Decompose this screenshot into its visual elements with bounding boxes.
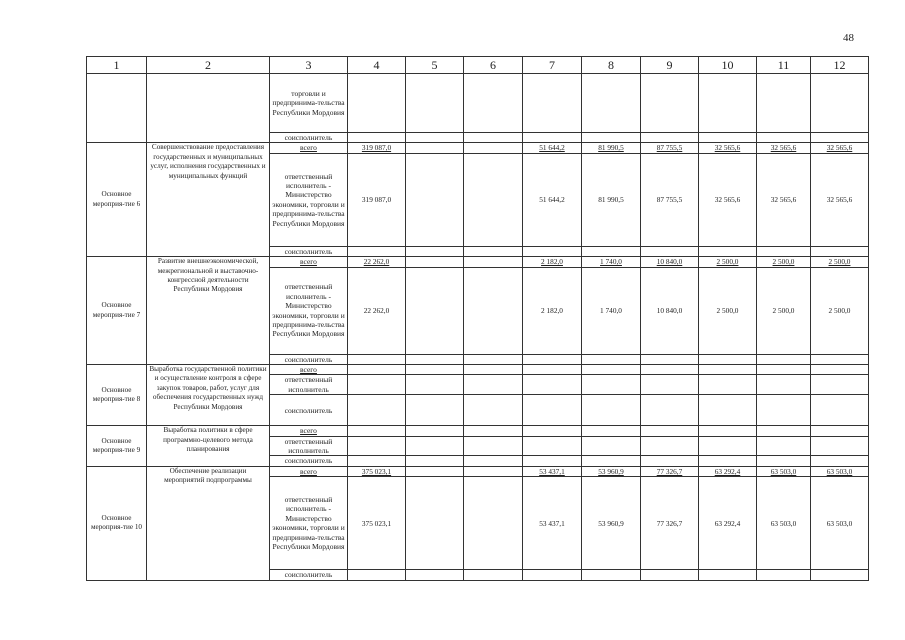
empty-cell [348,133,406,143]
empty-cell [757,74,811,133]
value-cell: 81 990,5 [582,153,641,246]
empty-cell [582,426,641,436]
empty-cell [641,354,699,364]
value-cell: 53 437,1 [523,477,582,570]
empty-cell [582,365,641,375]
value-cell: 2 500,0 [699,267,757,354]
empty-cell [523,395,582,426]
empty-cell [348,365,406,375]
event-name-cell: Основное мероприя-тие 7 [87,257,147,365]
empty-cell [582,375,641,395]
value-cell: 53 960,9 [582,477,641,570]
value-cell: 32 565,6 [811,153,869,246]
page-number: 48 [843,32,854,44]
empty-cell [582,436,641,456]
empty-cell [699,354,757,364]
value-cell: 10 840,0 [641,257,699,267]
event-description-cell: Развитие внешнеэкономической, межрегиональной и выставочно-конгрессной деятельности Республики Мордовия [147,257,270,365]
empty-cell [523,354,582,364]
empty-cell [699,395,757,426]
value-cell: 87 755,5 [641,153,699,246]
event-name-cell: Основное мероприя-тие 6 [87,143,147,257]
total-label-cell: всего [270,365,348,375]
empty-cell [464,246,523,256]
empty-cell [582,395,641,426]
value-cell: 63 292,4 [699,466,757,476]
empty-cell [464,153,523,246]
column-header: 9 [641,57,699,74]
value-cell: 32 565,6 [757,153,811,246]
co-executor-cell: соисполнитель [270,133,348,143]
value-cell: 63 503,0 [757,477,811,570]
empty-cell [811,375,869,395]
event-name-cell [87,74,147,143]
empty-cell [757,133,811,143]
empty-cell [641,133,699,143]
empty-cell [464,133,523,143]
empty-cell [406,133,464,143]
executor-cell: ответственный исполнитель [270,436,348,456]
empty-cell [641,456,699,466]
empty-cell [811,456,869,466]
empty-cell [464,74,523,133]
value-cell: 77 326,7 [641,477,699,570]
empty-cell [348,246,406,256]
value-cell: 2 500,0 [811,267,869,354]
empty-cell [641,395,699,426]
column-header: 5 [406,57,464,74]
value-cell: 32 565,6 [699,153,757,246]
empty-cell [348,354,406,364]
value-cell: 319 087,0 [348,153,406,246]
empty-cell [406,365,464,375]
column-header: 7 [523,57,582,74]
empty-cell [523,365,582,375]
empty-cell [811,395,869,426]
event-name-cell: Основное мероприя-тие 10 [87,466,147,580]
total-label-cell: всего [270,426,348,436]
empty-cell [641,365,699,375]
empty-cell [699,133,757,143]
co-executor-cell: соисполнитель [270,246,348,256]
table-row [87,426,869,436]
event-description-cell [147,74,270,143]
empty-cell [406,267,464,354]
total-label-cell: всего [270,466,348,476]
co-executor-cell: соисполнитель [270,570,348,580]
empty-cell [582,570,641,580]
empty-cell [406,436,464,456]
empty-cell [699,246,757,256]
value-cell: 51 644,2 [523,153,582,246]
co-executor-cell: соисполнитель [270,456,348,466]
empty-cell [811,74,869,133]
empty-cell [811,426,869,436]
empty-cell [811,246,869,256]
empty-cell [699,426,757,436]
co-executor-cell: соисполнитель [270,354,348,364]
empty-cell [641,246,699,256]
empty-cell [582,74,641,133]
value-cell: 2 500,0 [757,267,811,354]
value-cell: 63 292,4 [699,477,757,570]
value-cell: 81 990,5 [582,143,641,153]
event-description-cell: Выработка политики в сфере программно-целевого метода планирования [147,426,270,467]
empty-cell [757,426,811,436]
empty-cell [699,570,757,580]
empty-cell [699,375,757,395]
executor-cell: ответственный исполнитель - Министерство экономики, торговли и предпринима-тельства Республики Мордовия [270,477,348,570]
empty-cell [811,365,869,375]
empty-cell [641,426,699,436]
empty-cell [464,570,523,580]
empty-cell [464,395,523,426]
empty-cell [348,74,406,133]
empty-cell [464,426,523,436]
executor-cell: ответственный исполнитель [270,375,348,395]
empty-cell [406,257,464,267]
column-header: 8 [582,57,641,74]
executor-cell: ответственный исполнитель - Министерство экономики, торговли и предпринима-тельства Республики Мордовия [270,153,348,246]
empty-cell [406,477,464,570]
empty-cell [699,365,757,375]
value-cell: 375 023,1 [348,477,406,570]
value-cell: 51 644,2 [523,143,582,153]
value-cell: 63 503,0 [811,477,869,570]
empty-cell [811,436,869,456]
empty-cell [464,354,523,364]
empty-cell [348,436,406,456]
empty-cell [464,267,523,354]
table-row [87,74,869,133]
column-header: 6 [464,57,523,74]
empty-cell [406,456,464,466]
event-name-cell: Основное мероприя-тие 8 [87,365,147,426]
empty-cell [757,354,811,364]
column-header: 2 [147,57,270,74]
value-cell: 375 023,1 [348,466,406,476]
empty-cell [582,133,641,143]
empty-cell [406,74,464,133]
empty-cell [464,466,523,476]
empty-cell [757,456,811,466]
empty-cell [406,143,464,153]
executor-cell: торговли и предпринима-тельства Республики Мордовия [270,74,348,133]
empty-cell [348,375,406,395]
empty-cell [641,375,699,395]
budget-table [86,56,869,581]
value-cell: 319 087,0 [348,143,406,153]
empty-cell [757,375,811,395]
table-row [87,466,869,476]
empty-cell [406,153,464,246]
table-row [87,365,869,375]
column-header: 10 [699,57,757,74]
value-cell: 2 182,0 [523,267,582,354]
empty-cell [699,436,757,456]
empty-cell [641,74,699,133]
value-cell: 63 503,0 [811,466,869,476]
empty-cell [464,143,523,153]
empty-cell [348,395,406,426]
executor-cell: ответственный исполнитель - Министерство экономики, торговли и предпринима-тельства Республики Мордовия [270,267,348,354]
empty-cell [406,395,464,426]
value-cell: 2 500,0 [811,257,869,267]
value-cell: 22 262,0 [348,257,406,267]
empty-cell [406,426,464,436]
empty-cell [464,456,523,466]
empty-cell [464,257,523,267]
value-cell: 10 840,0 [641,267,699,354]
event-description-cell: Совершенствование предоставления государственных и муниципальных услуг, исполнения государственных и муниципальных функций [147,143,270,257]
empty-cell [582,354,641,364]
empty-cell [641,570,699,580]
empty-cell [523,570,582,580]
empty-cell [757,395,811,426]
total-label-cell: всего [270,143,348,153]
empty-cell [523,133,582,143]
empty-cell [348,456,406,466]
empty-cell [641,436,699,456]
empty-cell [348,426,406,436]
empty-cell [757,365,811,375]
empty-cell [523,426,582,436]
empty-cell [348,570,406,580]
empty-cell [757,436,811,456]
empty-cell [406,375,464,395]
column-header: 3 [270,57,348,74]
empty-cell [811,133,869,143]
event-name-cell: Основное мероприя-тие 9 [87,426,147,467]
empty-cell [757,570,811,580]
empty-cell [406,466,464,476]
empty-cell [523,375,582,395]
empty-cell [464,436,523,456]
value-cell: 22 262,0 [348,267,406,354]
empty-cell [406,246,464,256]
empty-cell [523,246,582,256]
empty-cell [464,375,523,395]
value-cell: 1 740,0 [582,257,641,267]
co-executor-cell: соисполнитель [270,395,348,426]
column-header: 1 [87,57,147,74]
value-cell: 32 565,6 [811,143,869,153]
empty-cell [523,74,582,133]
header-row [87,57,869,74]
value-cell: 63 503,0 [757,466,811,476]
column-header: 11 [757,57,811,74]
value-cell: 2 500,0 [757,257,811,267]
empty-cell [699,456,757,466]
value-cell: 1 740,0 [582,267,641,354]
value-cell: 53 960,9 [582,466,641,476]
event-description-cell: Выработка государственной политики и осуществление контроля в сфере закупок товаров, работ, услуг для обеспечения государственных нужд Республики Мордовия [147,365,270,426]
total-label-cell: всего [270,257,348,267]
empty-cell [811,354,869,364]
value-cell: 77 326,7 [641,466,699,476]
value-cell: 53 437,1 [523,466,582,476]
value-cell: 87 755,5 [641,143,699,153]
value-cell: 32 565,6 [757,143,811,153]
value-cell: 32 565,6 [699,143,757,153]
column-header: 12 [811,57,869,74]
empty-cell [811,570,869,580]
column-header: 4 [348,57,406,74]
empty-cell [406,354,464,364]
empty-cell [523,456,582,466]
empty-cell [464,477,523,570]
empty-cell [699,74,757,133]
event-description-cell: Обеспечение реализации мероприятий подпрограммы [147,466,270,580]
empty-cell [406,570,464,580]
empty-cell [464,365,523,375]
value-cell: 2 182,0 [523,257,582,267]
table-row [87,143,869,153]
empty-cell [523,436,582,456]
table-row [87,257,869,267]
empty-cell [582,456,641,466]
empty-cell [582,246,641,256]
value-cell: 2 500,0 [699,257,757,267]
empty-cell [757,246,811,256]
